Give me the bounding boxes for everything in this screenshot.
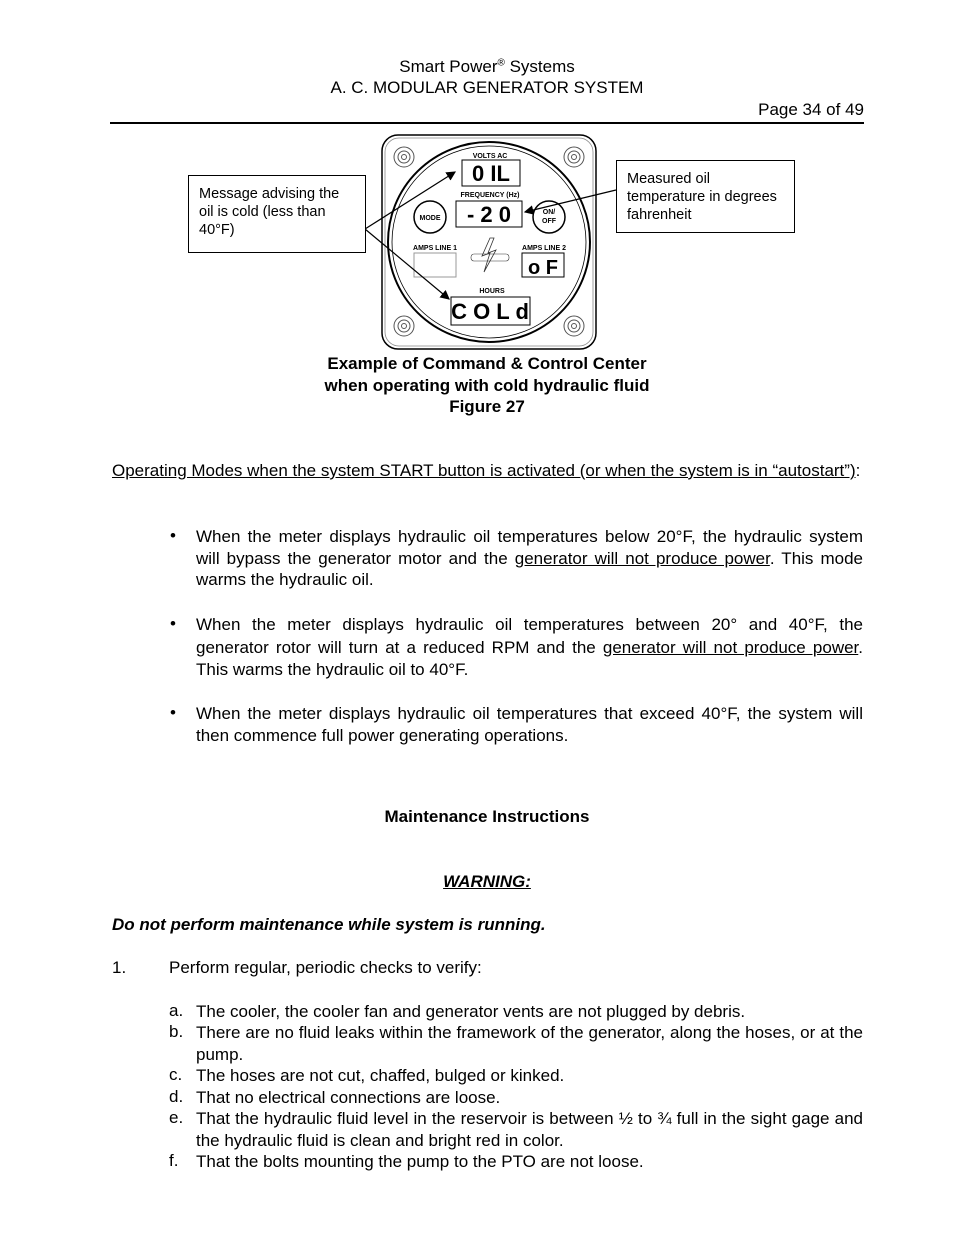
bullet-marker: • <box>170 526 176 545</box>
mode-button-label: MODE <box>419 215 441 222</box>
item-letter: e. <box>169 1108 184 1127</box>
check-item: That the bolts mounting the pump to the PTO are not loose. <box>196 1152 644 1171</box>
amps-line-2-display: o F <box>528 257 558 279</box>
check-item: The cooler, the cooler fan and generator vents are not plugged by debris. <box>196 1002 746 1021</box>
caption-line-2: when operating with cold hydraulic fluid <box>324 375 650 395</box>
document-title: A. C. MODULAR GENERATOR SYSTEM <box>330 78 644 97</box>
step-text: Perform regular, periodic checks to verify: <box>169 958 482 977</box>
operating-modes-intro <box>112 460 863 482</box>
warning-text: Do not perform maintenance while system is running. <box>112 915 546 934</box>
bullet-item <box>196 703 863 746</box>
maintenance-heading: Maintenance Instructions <box>384 807 590 826</box>
check-item: That no electrical connections are loose. <box>196 1088 501 1107</box>
on-off-label-2: OFF <box>542 218 556 225</box>
callout-measured-temperature: Measured oil temperature in degrees fahrenheit <box>616 160 795 233</box>
bullet-marker: • <box>170 703 176 722</box>
check-item: That the hydraulic fluid level in the reservoir is between ½ to ¾ full in the sight gage and the hydraulic fluid is clean and bright red in color. <box>196 1109 863 1150</box>
bullet-text: When the meter displays hydraulic oil temperatures that exceed 40°F, the system will then commence full power generating operations. <box>196 704 863 745</box>
bullet-item <box>196 526 863 591</box>
hours-display: C O L d <box>451 299 529 324</box>
registered-mark: ® <box>497 57 505 69</box>
on-off-label-1: ON/ <box>542 209 556 216</box>
page-number: Page 34 of 49 <box>758 100 864 119</box>
item-letter: b. <box>169 1022 184 1041</box>
bullet-text: When the meter displays hydraulic oil temperatures between 20° and 40°F, the generator rotor will turn at a reduced RPM and the <box>196 615 863 657</box>
bullet-item <box>196 614 863 682</box>
figure-number: Figure 27 <box>449 397 525 416</box>
step-number: 1. <box>112 958 127 977</box>
caption-line-1: Example of Command & Control Center <box>327 354 647 373</box>
callout-arrows <box>0 0 954 400</box>
volts-label: VOLTS AC <box>472 153 508 160</box>
bullet-text: When the meter displays hydraulic oil temperatures below 20°F, the hydraulic system will bypass the generator motor and the <box>196 527 863 568</box>
frequency-label: FREQUENCY (Hz) <box>460 192 520 199</box>
warning-heading: WARNING: <box>443 872 531 891</box>
item-letter: a. <box>169 1001 184 1020</box>
amps-line-1-label: AMPS LINE 1 <box>413 245 457 252</box>
volts-display: 0 IL <box>472 161 510 186</box>
check-item: The hoses are not cut, chaffed, bulged or kinked. <box>196 1066 565 1085</box>
brand-suffix: Systems <box>504 57 575 76</box>
hours-label: HOURS <box>479 288 505 295</box>
bullet-marker: • <box>170 614 176 633</box>
bullet-text-end: . This mode warms the hydraulic oil. <box>196 548 864 589</box>
item-letter: c. <box>169 1065 183 1084</box>
item-letter: f. <box>169 1151 179 1170</box>
amps-line-2-label: AMPS LINE 2 <box>522 245 566 252</box>
intro-colon: : <box>855 461 861 480</box>
item-letter: d. <box>169 1087 184 1106</box>
check-item: There are no fluid leaks within the framework of the generator, along the hoses, or at the pump. <box>196 1023 863 1064</box>
callout-cold-message: Message advising the oil is cold (less than 40°F) <box>188 175 366 253</box>
bullet-underlined: generator will not produce power <box>514 548 770 568</box>
figure-caption <box>110 353 864 418</box>
frequency-display: - 2 0 <box>466 202 512 227</box>
bullet-text-end: . This warms the hydraulic oil to 40°F. <box>196 637 864 679</box>
brand-name: Smart Power <box>399 57 498 76</box>
bullet-underlined: generator will not produce power <box>602 637 859 657</box>
intro-text: Operating Modes when the system START button is activated (or when the system is in “autostart”) <box>112 461 856 480</box>
